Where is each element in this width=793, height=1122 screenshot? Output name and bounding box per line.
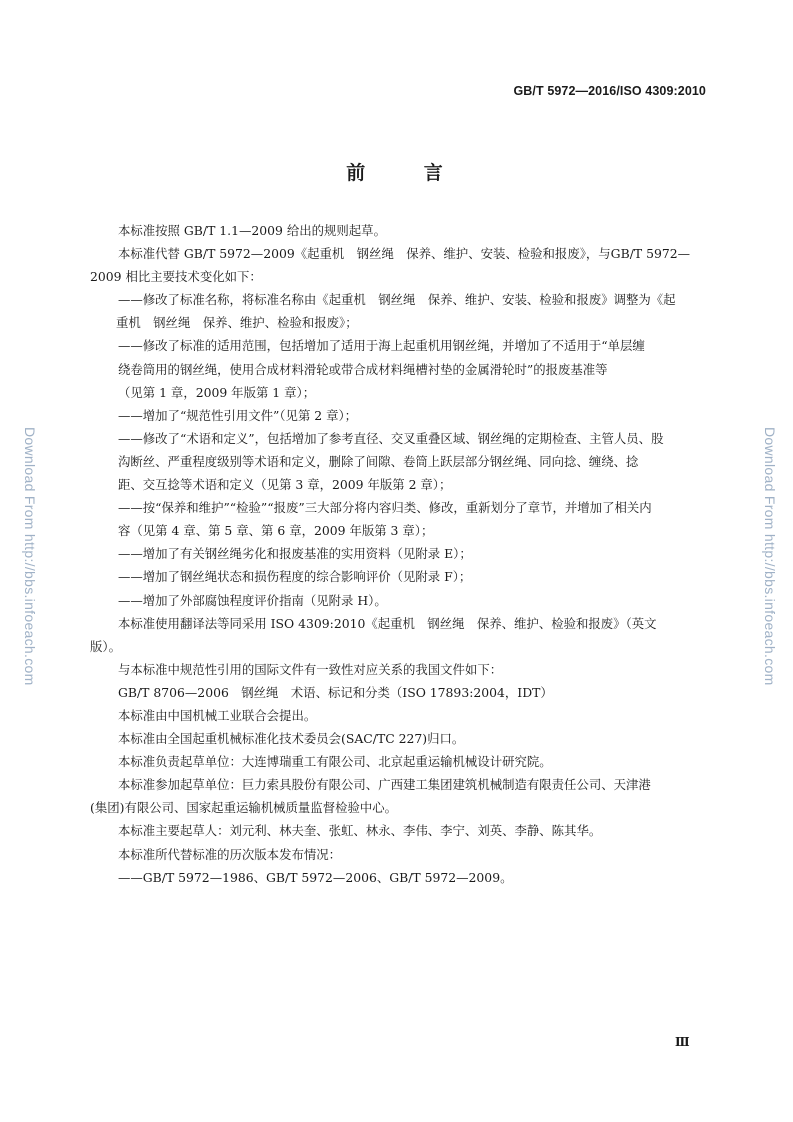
paragraph: 本标准参加起草单位：巨力索具股份有限公司、广西建工集团建筑机械制造有限责任公司、天津港 — [118, 777, 651, 793]
paragraph: 本标准所代替标准的历次版本发布情况： — [118, 846, 342, 862]
list-item: （见第 1 章，2009 年版第 1 章）； — [118, 384, 316, 400]
watermark-left: Download From http://bbs.infoeach.com — [22, 427, 38, 686]
paragraph: 本标准由全国起重机械标准化技术委员会(SAC/TC 227)归口。 — [118, 731, 465, 747]
paragraph: 2009 相比主要技术变化如下： — [90, 269, 262, 285]
paragraph: 本标准负责起草单位：大连博瑞重工有限公司、北京起重运输机械设计研究院。 — [118, 754, 552, 770]
paragraph: 本标准主要起草人：刘元利、林夫奎、张虹、林永、李伟、李宁、刘英、李静、陈其华。 — [118, 823, 602, 839]
list-item: ——增加了“规范性引用文件”（见第 2 章）； — [118, 407, 358, 423]
list-item: ——GB/T 5972—1986、GB/T 5972—2006、GB/T 5972—2009。 — [118, 869, 513, 885]
list-item: ——增加了外部腐蚀程度评价指南（见附录 H）。 — [118, 592, 387, 608]
list-item: 容（见第 4 章、第 5 章、第 6 章，2009 年版第 3 章）； — [118, 523, 434, 539]
paragraph: 与本标准中规范性引用的国际文件有一致性对应关系的我国文件如下： — [118, 661, 503, 677]
paragraph: 版）。 — [90, 638, 121, 654]
foreword-body — [90, 219, 708, 889]
paragraph: (集团)有限公司、国家起重运输机械质量监督检验中心。 — [90, 800, 398, 816]
list-item: ——修改了“术语和定义”，包括增加了参考直径、交叉重叠区域、钢丝绳的定期检查、主管人员、股 — [118, 430, 664, 446]
paragraph: 本标准使用翻译法等同采用 ISO 4309:2010《起重机 钢丝绳 保养、维护、检验和报废》（英文 — [118, 615, 657, 631]
page-number: Ⅲ — [675, 1035, 690, 1049]
paragraph: GB/T 8706—2006 钢丝绳 术语、标记和分类（ISO 17893:2004，IDT） — [118, 684, 553, 700]
list-item: 距、交互捻等术语和定义（见第 3 章，2009 年版第 2 章）； — [118, 477, 452, 493]
list-item: 绕卷筒用的钢丝绳，使用合成材料滑轮或带合成材料绳槽衬垫的金属滑轮时”的报废基准等 — [118, 361, 608, 377]
list-item: ——增加了钢丝绳状态和损伤程度的综合影响评价（见附录 F）； — [118, 569, 472, 585]
list-item: 重机 钢丝绳 保养、维护、检验和报废》； — [116, 315, 358, 331]
page-title: 前 言 — [346, 162, 469, 184]
paragraph: 本标准按照 GB/T 1.1—2009 给出的规则起草。 — [118, 223, 386, 238]
list-item: ——修改了标准名称，将标准名称由《起重机 钢丝绳 保养、维护、安装、检验和报废》调整为《起 — [118, 292, 676, 308]
list-item: 沟断丝、严重程度级别等术语和定义，删除了间隙、卷筒上跃层部分钢丝绳、同向捻、缠绕、捻 — [118, 453, 639, 469]
standard-code-header: GB/T 5972—2016/ISO 4309:2010 — [513, 84, 706, 98]
paragraph: 本标准代替 GB/T 5972—2009《起重机 钢丝绳 保养、维护、安装、检验和报废》，与GB/T 5972— — [118, 246, 690, 262]
list-item: ——修改了标准的适用范围，包括增加了适用于海上起重机用钢丝绳，并增加了不适用于“单层缠 — [118, 338, 645, 354]
list-item: ——按“保养和维护”“检验”“报废”三大部分将内容归类、修改，重新划分了章节，并增加了相关内 — [118, 500, 652, 516]
list-item: ——增加了有关钢丝绳劣化和报废基准的实用资料（见附录 E）； — [118, 546, 472, 562]
watermark-right: Download From http://bbs.infoeach.com — [762, 427, 778, 686]
paragraph: 本标准由中国机械工业联合会提出。 — [118, 707, 317, 723]
